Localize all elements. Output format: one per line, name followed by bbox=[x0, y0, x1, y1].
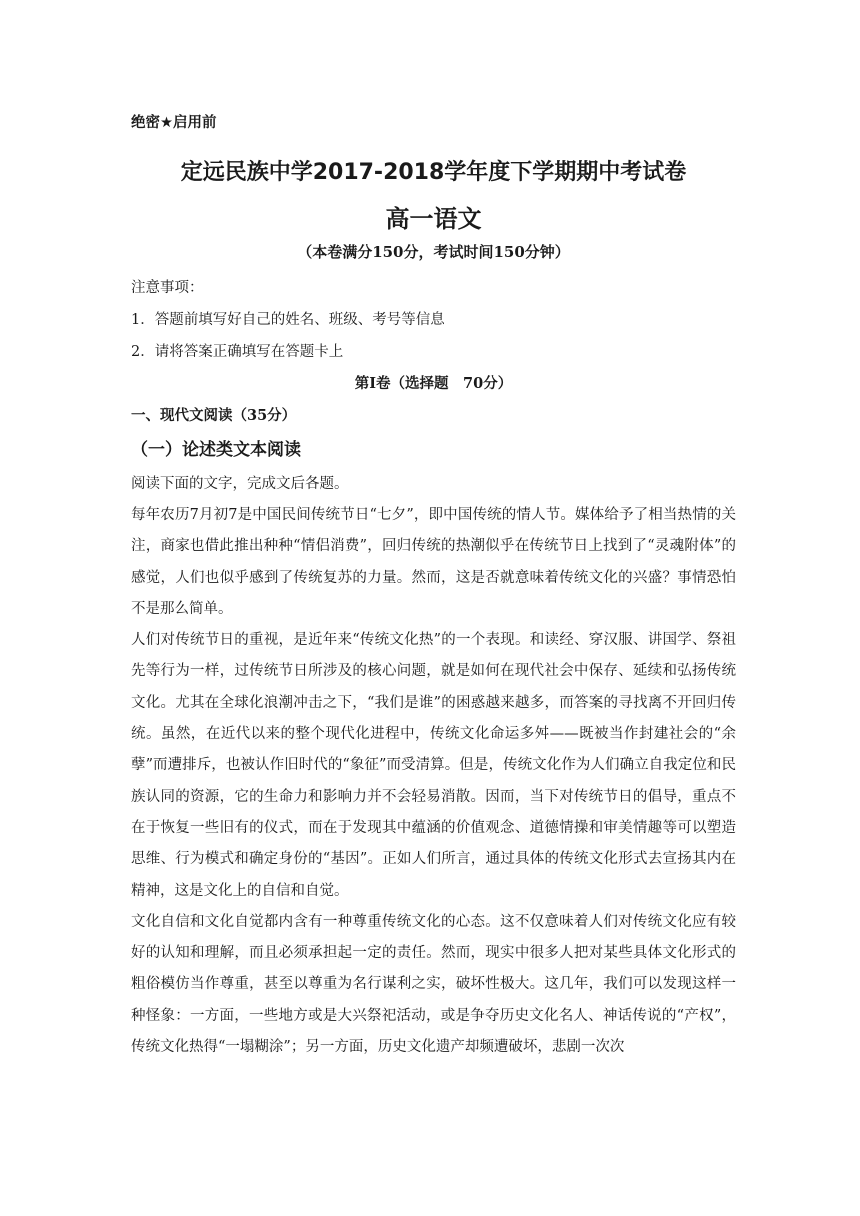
paragraph-3: 文化自信和文化自觉都内含有一种尊重传统文化的心态。这不仅意味着人们对传统文化应有较好的认知和理解，而且必须承担起一定的责任。然而，现实中很多人把对某些具体文化形式的粗俗模仿当作尊重，甚至以尊重为名行谋利之实，破坏性极大。这几年，我们可以发现这样一种怪象：一方面，一些地方或是大兴祭祀活动，或是争夺历史文化名人、神话传说的“产权”，传统文化热得“一塌糊涂”；另一方面，历史文化遗产却频遭破坏，悲剧一次次 bbox=[131, 913, 736, 1056]
subject-title: 高一语文 bbox=[385, 205, 482, 233]
subsection1-title: （一）论述类文本阅读 bbox=[131, 440, 301, 460]
part1-title: 第I卷（选择题 70分） bbox=[354, 375, 513, 392]
paragraph-1: 每年农历7月初7是中国民间传统节日“七夕”，即中国传统的情人节。媒体给予了相当热情的关注，商家也借此推出种种“情侣消费”，回归传统的热潮似乎在传统节日上找到了“灵魂附体”的感觉，人们也似乎感到了传统复苏的力量。然而，这是否就意味着传统文化的兴盛？事情恐怕不是那么简单。 bbox=[131, 507, 736, 617]
notice-item-2: 2．请将答案正确填写在答题卡上 bbox=[131, 344, 344, 360]
score-info: （本卷满分150分，考试时间150分钟） bbox=[297, 243, 570, 261]
reading-instruction: 阅读下面的文字，完成文后各题。 bbox=[131, 476, 349, 492]
section1-title: 一、现代文阅读（35分） bbox=[131, 407, 297, 424]
exam-title: 定远民族中学2017-2018学年度下学期期中考试卷 bbox=[180, 160, 687, 185]
notice-item-1: 1．答题前填写好自己的姓名、班级、考号等信息 bbox=[131, 312, 445, 328]
notice-heading: 注意事项： bbox=[131, 280, 204, 296]
paragraph-2: 人们对传统节日的重视，是近年来“传统文化热”的一个表现。和读经、穿汉服、讲国学、祭祖先等行为一样，过传统节日所涉及的核心问题，就是如何在现代社会中保存、延续和弘扬传统文化。尤其在全球化浪潮冲击之下，“我们是谁”的困惑越来越多，而答案的寻找离不开回归传统。虽然，在近代以来的整个现代化进程中，传统文化命运多舛——既被当作封建社会的“余孽”而遭排斥，也被认作旧时代的“象征”而受清算。但是，传统文化作为人们确立自我定位和民族认同的资源，它的生命力和影响力并不会轻易消散。因而，当下对传统节日的倡导，重点不在于恢复一些旧有的仪式，而在于发现其中蕴涵的价值观念、道德情操和审美情趣等可以塑造思维、行为模式和确定身份的“基因”。正如人们所言，通过具体的传统文化形式去宣扬其内在精神，这是文化上的自信和自觉。 bbox=[131, 632, 736, 899]
secret-label: 绝密★启用前 bbox=[131, 115, 217, 131]
